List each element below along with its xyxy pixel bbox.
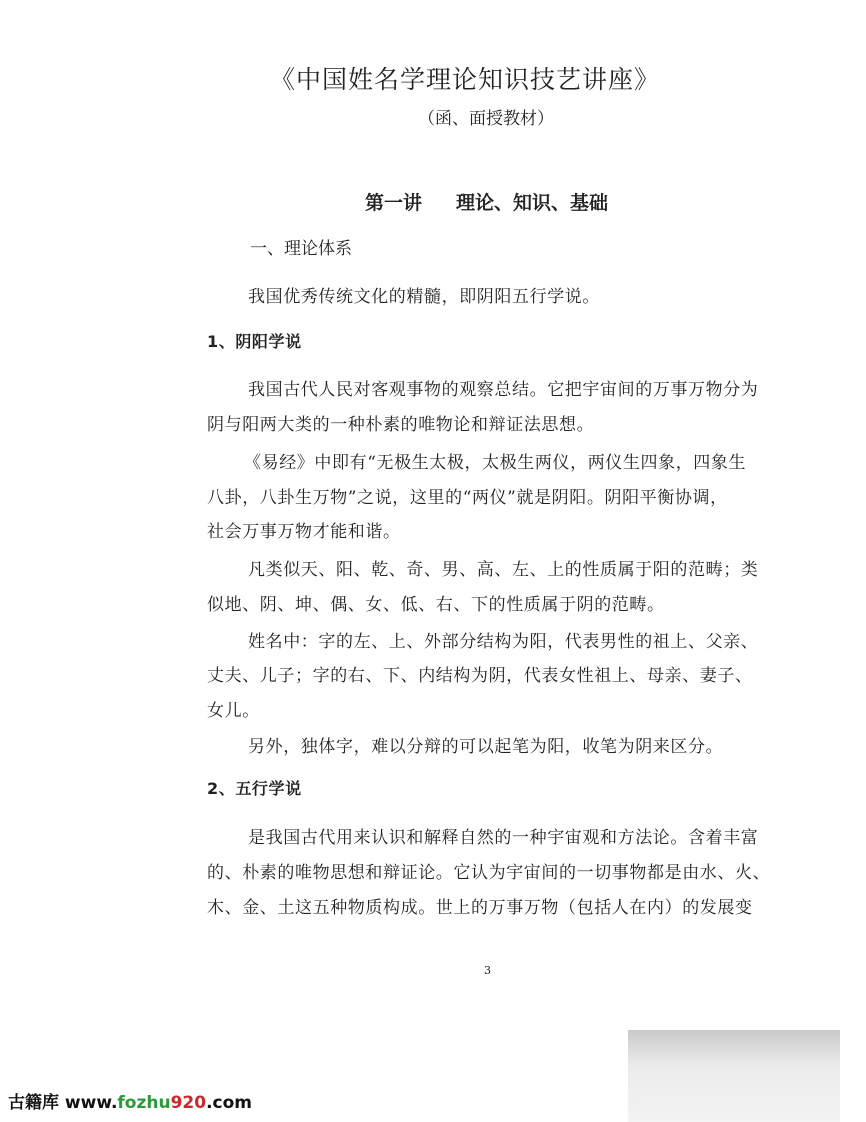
document-title: 《中国姓名学理论知识技艺讲座》 [270, 65, 661, 94]
paragraph-line: 似地、阴、坤、偶、女、低、右、下的性质属于阴的范畴。 [207, 595, 665, 615]
intro-text: 我国优秀传统文化的精髓，即阴阳五行学说。 [248, 287, 600, 307]
page-number: 3 [484, 964, 491, 977]
paragraph-line: 的、朴素的唯物思想和辩证论。它认为宇宙间的一切事物都是由水、火、 [207, 863, 771, 883]
paragraph-line: 我国古代人民对客观事物的观察总结。它把宇宙间的万事万物分为 [248, 380, 759, 400]
lecture-topic: 理论、知识、基础 [456, 192, 609, 214]
watermark-prefix: 古籍库 www. [8, 1093, 118, 1113]
paragraph-line: 阴与阳两大类的一种朴素的唯物论和辩证法思想。 [207, 415, 595, 435]
paragraph-line: 凡类似天、阳、乾、奇、男、高、左、上的性质属于阳的范畴；类 [248, 560, 759, 580]
subsection-heading: 1、阴阳学说 [207, 332, 302, 351]
paragraph-line: 丈夫、儿子；字的右、下、内结构为阴，代表女性祖上、母亲、妻子、 [207, 666, 753, 686]
paragraph-line: 姓名中：字的左、上、外部分结构为阳，代表男性的祖上、父亲、 [248, 632, 759, 652]
paragraph-line: 女儿。 [207, 701, 260, 721]
subsection-heading: 2、五行学说 [207, 779, 302, 798]
watermark-suffix: .com [206, 1093, 253, 1113]
watermark-red: 920 [170, 1093, 207, 1113]
scan-artifact [628, 1030, 840, 1122]
paragraph-line: 另外，独体字，难以分辩的可以起笔为阳，收笔为阴来区分。 [248, 737, 724, 757]
paragraph-line: 是我国古代用来认识和解释自然的一种宇宙观和方法论。含着丰富 [248, 828, 759, 848]
document-subtitle: （函、面授教材） [418, 109, 554, 129]
watermark-green: fozhu [117, 1093, 171, 1113]
paragraph-line: 八卦，八卦生万物”之说，这里的“两仪”就是阴阳。阴阳平衡协调， [207, 488, 728, 508]
paragraph-line: 《易经》中即有“无极生太极，太极生两仪，两仪生四象，四象生 [244, 453, 747, 473]
section-heading: 一、理论体系 [250, 239, 352, 259]
paragraph-line: 木、金、土这五种物质构成。世上的万事万物（包括人在内）的发展变 [207, 898, 753, 918]
lecture-heading [365, 188, 608, 215]
paragraph-line: 社会万事万物才能和谐。 [207, 522, 401, 542]
watermark [8, 1088, 252, 1113]
lecture-number: 第一讲 [365, 192, 423, 214]
